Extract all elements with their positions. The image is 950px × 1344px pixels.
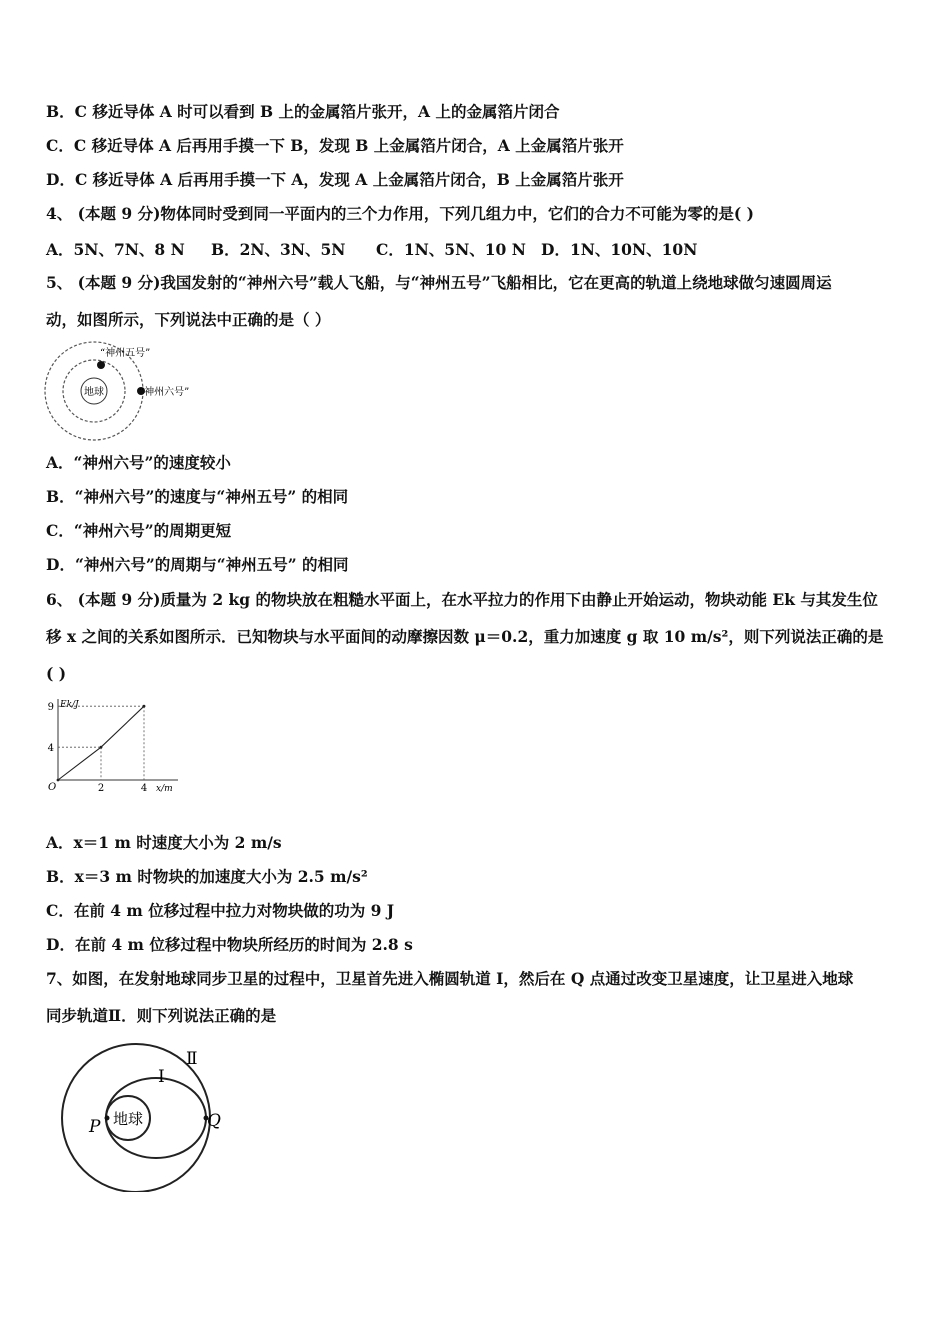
y-tick-9: 9 (47, 702, 54, 714)
q7-stem-line2: 同步轨道Ⅱ．则下列说法正确的是 (46, 1006, 277, 1025)
q5-stem-line2: 动，如图所示，下列说法中正确的是（ ） (46, 310, 331, 329)
label-orbit-ii: Ⅱ (186, 1049, 198, 1069)
label-q: Q (207, 1111, 221, 1131)
shenzhou6-label: “神州六号” (139, 387, 190, 398)
orbit-figure-q5 (40, 340, 220, 442)
x-tick-2: 2 (97, 783, 105, 794)
q5-option-d: D．“神州六号”的周期与“神州五号” 的相同 (46, 555, 349, 574)
orbit-figure-q7 (44, 1040, 244, 1192)
q4-option-d: D．1N、10N、10N (541, 240, 698, 259)
shenzhou5-dot (97, 361, 105, 369)
q5-option-b: B．“神州六号”的速度与“神州五号” 的相同 (46, 487, 349, 506)
shenzhou5-label: “神州五号” (100, 348, 151, 359)
label-p: P (89, 1117, 101, 1137)
q5-option-a: A．“神州六号”的速度较小 (46, 453, 231, 472)
q5-stem-line1: 5、 (本题 9 分)我国发射的“神州六号”载人飞船，与“神州五号”飞船相比，它在更高的轨道上绕地球做匀速圆周运 (46, 273, 832, 292)
q3-option-d: D．C 移近导体 A 后再用手摸一下 A，发现 A 上金属箔片闭合，B 上金属箔片张开 (46, 170, 624, 189)
q5-option-c: C．“神州六号”的周期更短 (46, 521, 232, 540)
x-tick-4: 4 (140, 783, 148, 794)
q6-option-b: B．x＝3 m 时物块的加速度大小为 2.5 m/s² (46, 867, 368, 886)
chart-x-label: x/m (156, 784, 173, 794)
q6-option-d: D．在前 4 m 位移过程中物块所经历的时间为 2.8 s (46, 935, 413, 954)
q3-option-c: C．C 移近导体 A 后再用手摸一下 B，发现 B 上金属箔片闭合，A 上金属箔片张开 (46, 136, 624, 155)
q6-stem-line3: ( ) (46, 664, 67, 683)
ek-x-chart (40, 693, 190, 803)
y-tick-4: 4 (47, 743, 54, 755)
q6-option-a: A．x＝1 m 时速度大小为 2 m/s (46, 833, 282, 852)
q4-options (46, 238, 697, 260)
q4-option-a: A．5N、7N、8 N (46, 240, 185, 259)
q6-stem-line1: 6、 (本题 9 分)质量为 2 kg 的物块放在粗糙水平面上，在水平拉力的作用下由静止开始运动，物块动能 Ek 与其发生位 (46, 590, 878, 609)
q4-stem: 4、 (本题 9 分)物体同时受到同一平面内的三个力作用，下列几组力中，它们的合力不可能为零的是( ) (46, 204, 754, 223)
earth-label-q7: 地球 (112, 1110, 144, 1128)
q4-option-b: B．2N、3N、5N (211, 240, 346, 259)
q4-option-c: C．1N、5N、10 N (376, 240, 526, 259)
q7-stem-line1: 7、如图，在发射地球同步卫星的过程中，卫星首先进入椭圆轨道 I，然后在 Q 点通过改变卫星速度，让卫星进入地球 (46, 969, 854, 988)
ek-point-1 (100, 746, 103, 749)
chart-origin-label: O (48, 782, 57, 793)
ek-point-2 (143, 705, 146, 708)
earth-label: 地球 (84, 387, 104, 398)
q6-stem-line2: 移 x 之间的关系如图所示．已知物块与水平面间的动摩擦因数 μ＝0.2，重力加速度 g 取 10 m/s²，则下列说法正确的是 (46, 627, 884, 646)
label-orbit-i: I (158, 1067, 165, 1087)
ek-point-0 (57, 779, 60, 782)
point-p (105, 1116, 110, 1121)
q3-option-b: B．C 移近导体 A 时可以看到 B 上的金属箔片张开，A 上的金属箔片闭合 (46, 102, 560, 121)
chart-y-label: Ek/J (60, 700, 79, 710)
q6-option-c: C．在前 4 m 位移过程中拉力对物块做的功为 9 J (46, 901, 395, 920)
